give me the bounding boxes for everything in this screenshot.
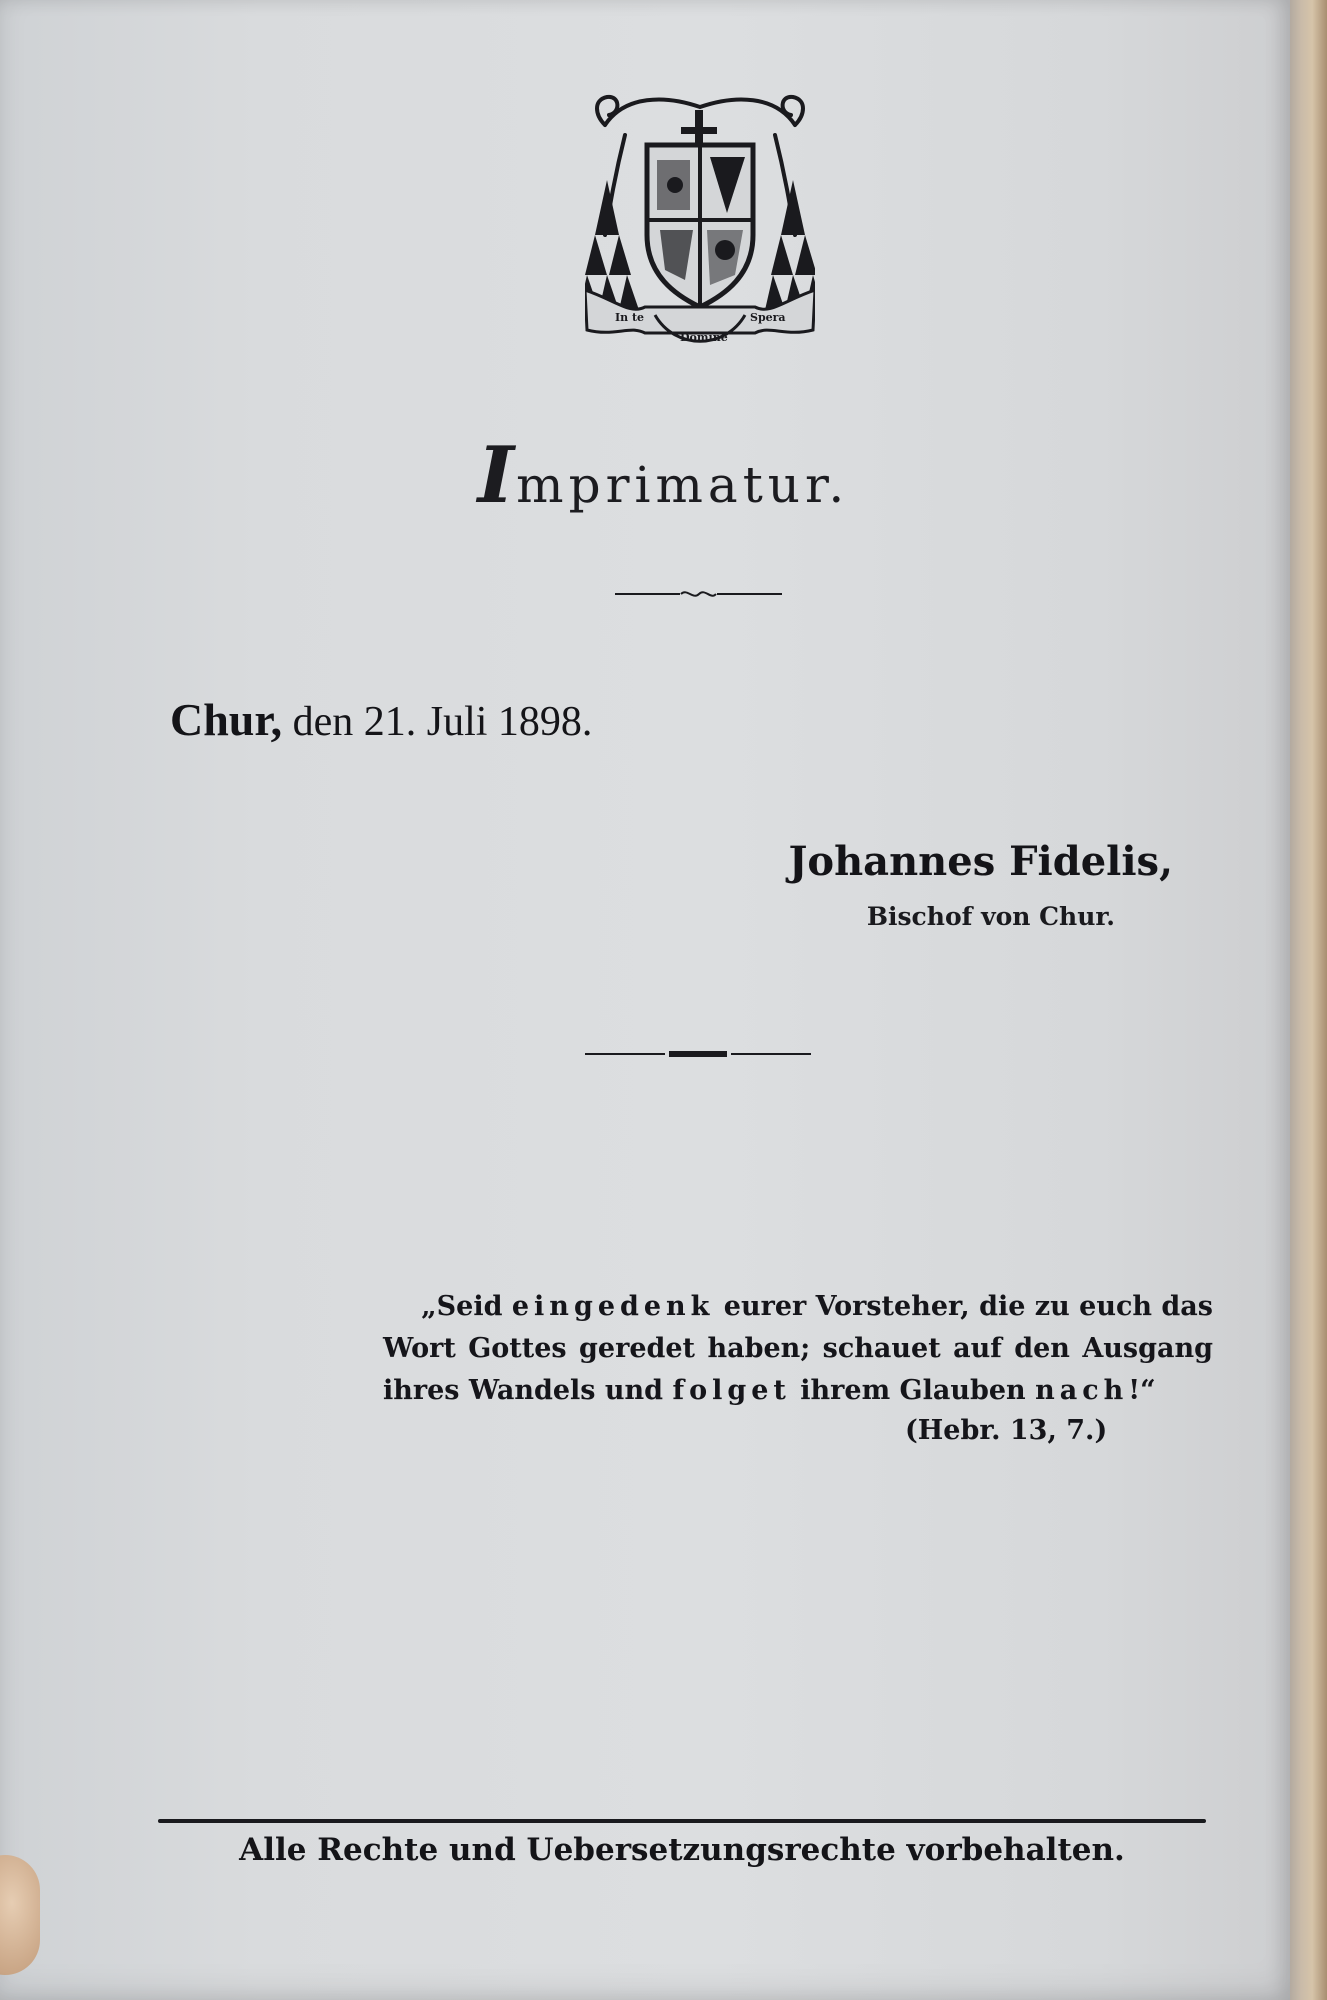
rights-notice: Alle Rechte und Uebersetzungsrechte vorbehalten. <box>239 1832 1125 1868</box>
quote-line-1 <box>383 1286 1213 1328</box>
crest-motto-right: Spera <box>750 311 786 324</box>
place-name: Chur, <box>170 694 283 745</box>
ornamental-divider-bottom <box>585 1048 811 1060</box>
quote-line-1-c: eurer Vorsteher, die zu euch das <box>714 1291 1213 1322</box>
quote-line-2: Wort Gottes geredet haben; schauet auf den Ausgang <box>383 1333 1213 1364</box>
quote-line-3-a: ihres Wandels und <box>383 1375 673 1406</box>
quote-line-3-c: ihrem Glauben <box>790 1375 1036 1406</box>
quote-reference: (Hebr. 13, 7.) <box>905 1415 1108 1446</box>
footer-rule <box>158 1819 1206 1823</box>
thumb <box>0 1855 40 1975</box>
crest-motto-bottom: Domine <box>680 331 728 344</box>
imprimatur-initial: I <box>477 430 517 521</box>
quote-line-3-emph-2: nach <box>1035 1375 1129 1406</box>
quote-line-1-emph: eingedenk <box>511 1291 715 1322</box>
imprimatur-title <box>0 430 1327 521</box>
episcopal-coat-of-arms <box>585 85 815 350</box>
quote-line-3 <box>383 1370 1213 1412</box>
place-and-date <box>170 693 592 746</box>
signatory-name: Johannes Fidelis, <box>788 838 1173 885</box>
quote-line-3-e: !“ <box>1128 1375 1156 1406</box>
signatory-title: Bischof von Chur. <box>866 902 1115 931</box>
quote-line-1-a: „Seid <box>421 1291 512 1322</box>
page-edge <box>1290 0 1327 2000</box>
imprimatur-title-rest: mprimatur. <box>516 456 850 514</box>
ornamental-divider-top <box>615 588 782 600</box>
date-text: den 21. Juli 1898. <box>282 699 593 745</box>
quote-line-3-emph-1: folget <box>672 1375 791 1406</box>
bible-quote <box>383 1286 1213 1412</box>
crest-motto-left: In te <box>615 311 645 324</box>
